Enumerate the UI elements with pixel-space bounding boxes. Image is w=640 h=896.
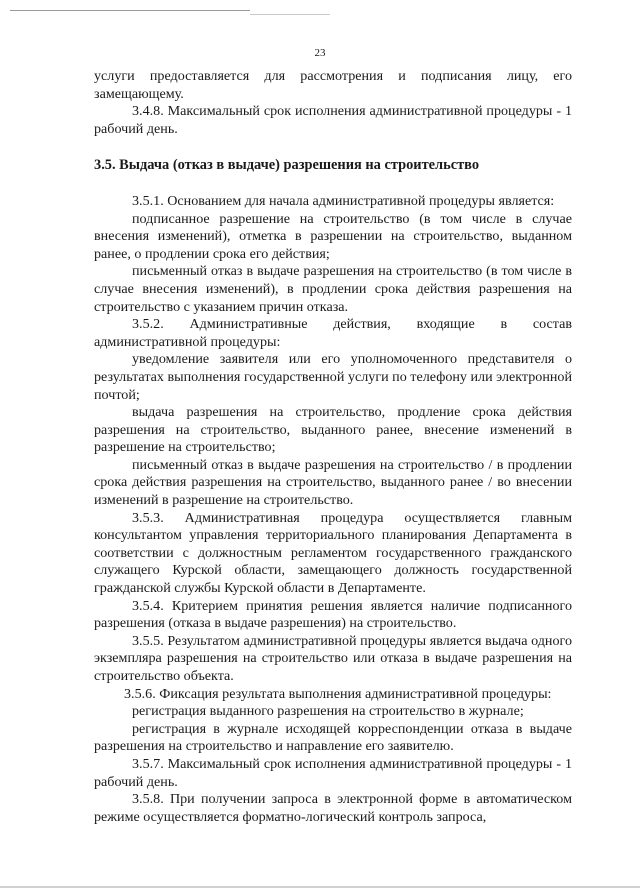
section-heading-3-5: 3.5. Выдача (отказ в выдаче) разрешения на строительство [94,157,480,174]
page-number: 23 [314,47,326,59]
paragraph-continuation: услуги предоставляется для рассмотрения и подписания лицу, его замещающему. [94,68,572,102]
document-body [94,68,572,826]
list-item-outgoing-registration: регистрация в журнале исходящей корреспонденции отказа в выдаче разрешения на строительство и направление его заявителю. [94,720,572,755]
paragraph-3-5-8: 3.5.8. При получении запроса в электронной форме в автоматическом режиме осуществляется форматно-логический контроль запроса, [94,791,572,825]
paragraph-3-5-5: 3.5.5. Результатом административной процедуры является выдача одного экземпляра разрешения на строительство или отказа в выдаче разрешения на строительство объекта. [94,632,572,684]
list-item-notification: уведомление заявителя или его уполномоченного представителя о результатах выполнения государственной услуги по телефону или электронной почтой; [94,351,572,403]
paragraph-3-4-8: 3.4.8. Максимальный срок исполнения административной процедуры - 1 рабочий день. [94,103,572,137]
paragraph-3-5-1: 3.5.1. Основанием для начала административной процедуры является: [132,192,555,209]
list-item-issuance: выдача разрешения на строительство, продление срока действия разрешения на строительство, выданного ранее, внесение изменений в разрешение на строительство; [94,404,572,456]
list-item-signed-permit: подписанное разрешение на строительство (в том числе в случае внесения изменений), отметка в разрешении на строительство, выданном ранее, о продлении срока его действия; [94,210,572,262]
paragraph-3-5-6: 3.5.6. Фиксация результата выполнения административной процедуры: [124,685,552,702]
paragraph-3-5-3: 3.5.3. Административная процедура осуществляется главным консультантом управления территориального планирования Департамента в соответствии с должностным регламентом государственного гражданского служащего Курской области, замещающего должность государственной гражданской службы Курской области в Департаменте. [94,509,572,597]
scan-artifact-top [10,10,250,11]
list-item-refusal-letter: письменный отказ в выдаче разрешения на строительство / в продлении срока действия разрешения на строительство, выданного ранее / во внесении изменений в разрешение на строительство. [94,456,572,509]
paragraph-3-5-4: 3.5.4. Критерием принятия решения является наличие подписанного разрешения (отказа в выдаче разрешения) на строительство. [94,597,572,632]
scan-artifact-top-secondary [250,14,330,15]
scan-artifact-bottom [0,886,640,888]
paragraph-3-5-7: 3.5.7. Максимальный срок исполнения административной процедуры - 1 рабочий день. [94,755,572,790]
list-item-written-refusal: письменный отказ в выдаче разрешения на строительство (в том числе в случае внесения изменений), в продлении срока действия разрешения на строительство с указанием причин отказа. [94,263,572,315]
list-item-journal-registration: регистрация выданного разрешения на строительство в журнале; [132,703,524,720]
paragraph-3-5-2: 3.5.2. Административные действия, входящие в состав административной процедуры: [94,316,572,350]
